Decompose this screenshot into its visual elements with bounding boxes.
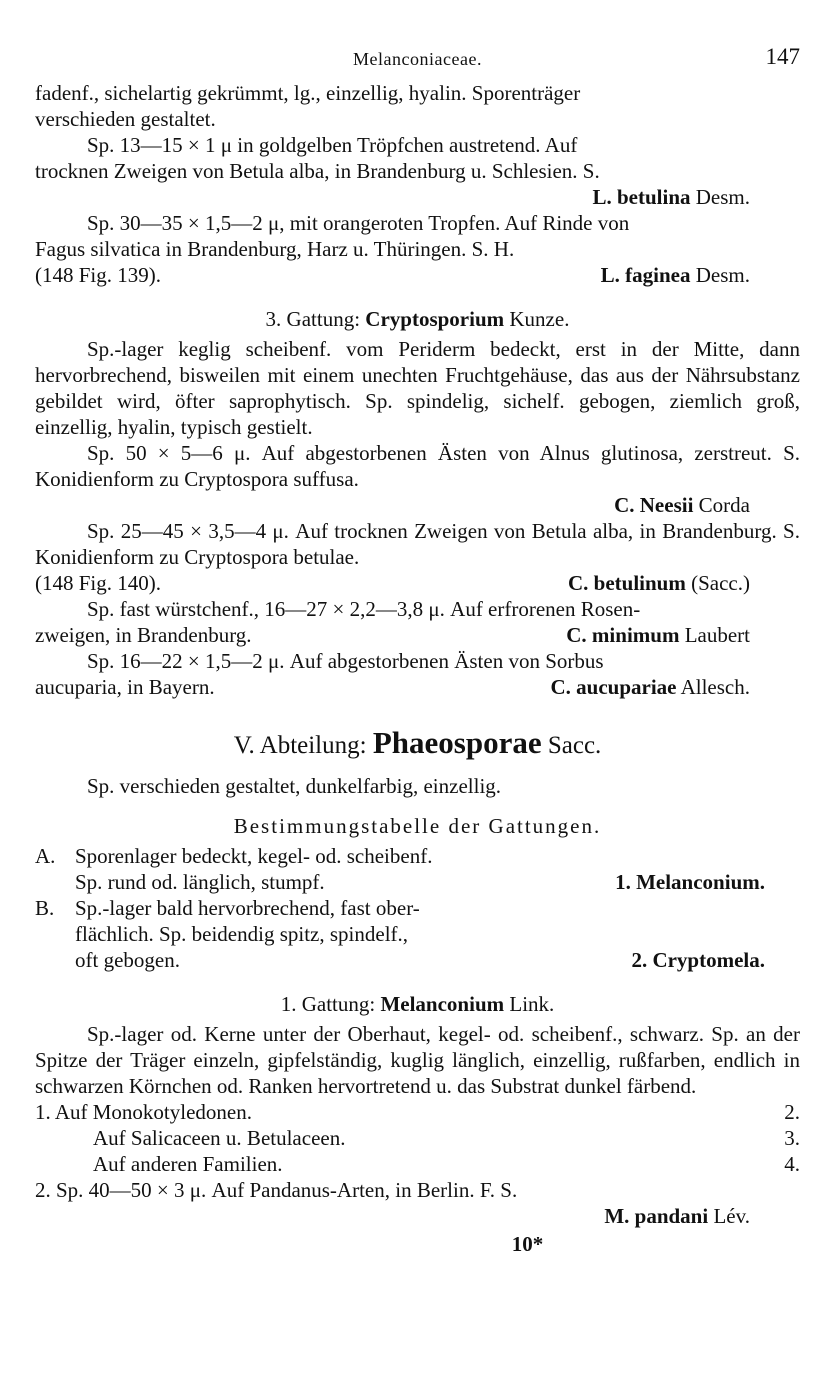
key-entry-a <box>35 843 800 895</box>
species-betulinum-ref-row <box>35 570 800 596</box>
species-minimum-ref-row <box>35 622 800 648</box>
genus-name: Cryptosporium <box>365 307 505 331</box>
species-name: C. aucupariae <box>550 675 677 699</box>
key-line: Sporenlager bedeckt, kegel- od. scheibenf. <box>75 844 433 868</box>
species-faginea-line-2: Fagus silvatica in Brandenburg, Harz u. Thüringen. S. H. <box>35 237 515 261</box>
species-betulina-line-1: Sp. 13—15 × 1 μ in goldgelben Tröpfchen austretend. Auf <box>87 133 578 157</box>
species-faginea-line-1: Sp. 30—35 × 1,5—2 μ, mit orangeroten Tropfen. Auf Rinde von <box>87 211 630 235</box>
key-letter: B. <box>35 896 55 920</box>
subkey-text: Auf anderen Familien. <box>93 1152 283 1176</box>
species-name: C. minimum <box>566 623 680 647</box>
running-title: Melanconiaceae. <box>353 49 482 69</box>
subkey-row-3 <box>35 1151 800 1177</box>
subkey-target: 3. <box>784 1126 800 1150</box>
species-aucupariae-ref-row <box>35 674 800 700</box>
section-prefix: V. Abteilung: <box>233 732 367 759</box>
signature-mark <box>35 1231 800 1257</box>
figure-reference: (148 Fig. 139). <box>35 263 161 287</box>
species-author: Desm. <box>695 185 750 209</box>
genus-prefix: 3. Gattung: <box>265 307 361 331</box>
figure-reference: (148 Fig. 140). <box>35 571 161 595</box>
section-description: Sp. verschieden gestaltet, dunkelfarbig, einzellig. <box>87 774 502 798</box>
key-line: flächlich. Sp. beidendig spitz, spindelf., <box>75 922 409 946</box>
section-heading-phaeosporae <box>35 726 800 763</box>
key-line: Sp.-lager bald hervorbrechend, fast ober- <box>75 896 420 920</box>
subkey-text: 1. Auf Monokotyledonen. <box>35 1100 252 1124</box>
species-name: M. pandani <box>604 1204 709 1228</box>
section-name: Phaeosporae <box>372 725 542 760</box>
genus-description-melanconium: Sp.-lager od. Kerne unter der Oberhaut, kegel- od. scheibenf., schwarz. Sp. an der Spitze der Träger einzeln, gipfelständig, kuglig länglich, einzellig, rußfarben, endlich in schwarzen Körnchen od. Ranken hervortretend u. das Substrat dunkel färbend. <box>35 1022 800 1098</box>
species-author: Laubert <box>684 623 750 647</box>
subkey-target: 2. <box>784 1100 800 1124</box>
key-entry-b <box>35 895 800 973</box>
intro-line-2: verschieden gestaltet. <box>35 107 216 131</box>
running-header <box>35 44 800 74</box>
species-neesii-text: Sp. 50 × 5—6 μ. Auf abgestorbenen Ästen von Alnus glutinosa, zerstreut. S. Konidienform zu Cryptospora suffusa. <box>35 441 800 491</box>
species-locality: zweigen, in Brandenburg. <box>35 623 252 647</box>
genus-heading-melanconium <box>35 991 800 1017</box>
subkey-row-2 <box>35 1125 800 1151</box>
species-name: L. faginea <box>600 263 691 287</box>
book-page <box>35 44 800 1257</box>
species-name-neesii <box>35 492 800 518</box>
key-result: 1. Melanconium. <box>615 870 765 894</box>
key-line: oft gebogen. <box>75 948 180 972</box>
species-author: Desm. <box>695 263 750 287</box>
key-line: Sp. rund od. länglich, stumpf. <box>75 870 325 894</box>
species-author: Allesch. <box>680 675 750 699</box>
subkey-row-1 <box>35 1099 800 1125</box>
species-betulinum-text: Sp. 25—45 × 3,5—4 μ. Auf trocknen Zweigen von Betula alba, in Brandenburg. S. Konidienform zu Cryptospora betulae. <box>35 519 800 569</box>
species-name-betulina <box>35 184 800 210</box>
section-author: Sacc. <box>547 732 602 759</box>
species-betulina-line-2: trocknen Zweigen von Betula alba, in Brandenburg u. Schlesien. S. <box>35 159 600 183</box>
page-number: 147 <box>765 44 800 69</box>
key-letter: A. <box>35 844 56 868</box>
species-name: C. betulinum <box>568 571 686 595</box>
genus-description-cryptosporium: Sp.-lager keglig scheibenf. vom Periderm bedeckt, erst in der Mitte, dann hervorbrechend, bisweilen mit einem unechten Fruchtgehäuse, das aus der Nährsubstanz gebildet wird, öfter saprophytisch. Sp. spindelig, sichelf. gebogen, ziemlich groß, einzellig, hyalin, typisch gestielt. <box>35 337 800 439</box>
species-author: Lév. <box>713 1204 750 1228</box>
subkey-target: 4. <box>784 1152 800 1176</box>
subkey-text: Auf Salicaceen u. Betulaceen. <box>93 1126 346 1150</box>
species-name-pandani <box>35 1203 800 1229</box>
species-aucupariae-text: Sp. 16—22 × 1,5—2 μ. Auf abgestorbenen Ästen von Sorbus <box>87 649 604 673</box>
key-title: Bestimmungstabelle der Gattungen. <box>233 814 602 838</box>
species-minimum-text: Sp. fast würstchenf., 16—27 × 2,2—3,8 μ. Auf erfrorenen Rosen- <box>87 597 641 621</box>
species-name: L. betulina <box>592 185 691 209</box>
genus-heading-cryptosporium <box>35 306 800 332</box>
subkey-entry-2: 2. Sp. 40—50 × 3 μ. Auf Pandanus-Arten, in Berlin. F. S. <box>35 1178 518 1202</box>
genus-author: Kunze. <box>509 307 570 331</box>
species-faginea-ref-row <box>35 262 800 288</box>
genus-author: Link. <box>509 992 555 1016</box>
species-author: (Sacc.) <box>691 571 750 595</box>
genus-name: Melanconium <box>380 992 505 1016</box>
signature-text: 10* <box>511 1232 544 1256</box>
species-name: C. Neesii <box>614 493 694 517</box>
genus-prefix: 1. Gattung: <box>280 992 376 1016</box>
species-author: Corda <box>698 493 750 517</box>
intro-line-1: fadenf., sichelartig gekrümmt, lg., einzellig, hyalin. Sporenträger <box>35 81 581 105</box>
species-locality: aucuparia, in Bayern. <box>35 675 215 699</box>
key-result: 2. Cryptomela. <box>631 948 765 972</box>
